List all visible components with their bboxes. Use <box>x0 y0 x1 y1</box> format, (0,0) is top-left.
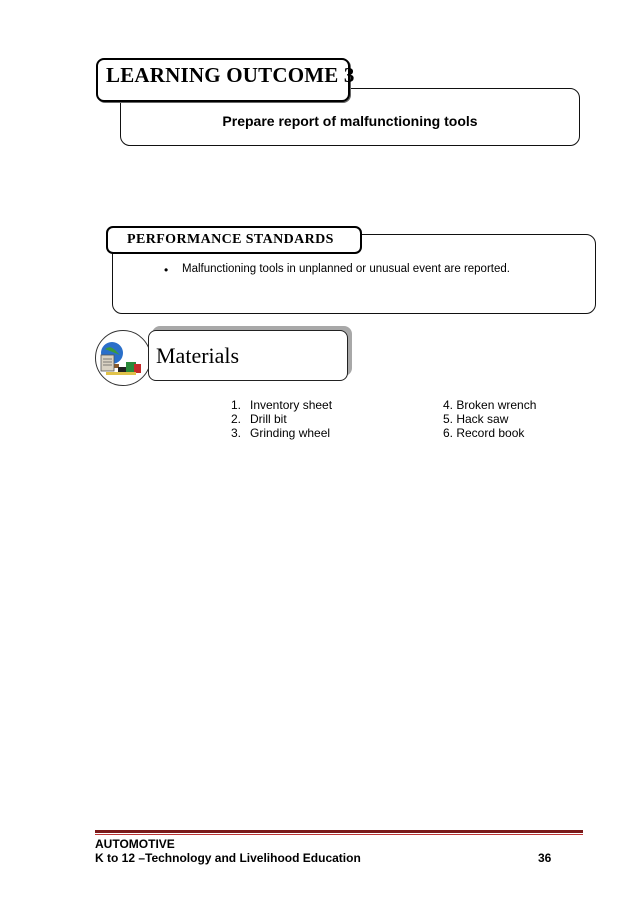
page-number: 36 <box>538 851 552 865</box>
materials-title: Materials <box>156 343 240 368</box>
list-item: 4. Broken wrench <box>443 398 537 412</box>
list-item: 5. Hack saw <box>443 412 509 426</box>
list-item: 6. Record book <box>443 426 525 440</box>
footer-rule-thin <box>95 834 583 835</box>
list-item-number: 3. <box>231 426 242 440</box>
materials-list-left <box>231 398 332 440</box>
performance-standard-item: Malfunctioning tools in unplanned or unusual event are reported. <box>182 263 510 275</box>
list-item-text: Grinding wheel <box>250 426 331 440</box>
list-item-number: 1. <box>231 398 242 412</box>
list-item <box>231 412 332 426</box>
materials-clipart-icon <box>95 330 151 386</box>
list-item-text: Inventory sheet <box>250 398 333 412</box>
list-item-number: 2. <box>231 412 242 426</box>
list-item <box>231 398 332 412</box>
list-item-text: Drill bit <box>250 412 287 426</box>
footer-subtitle: K to 12 –Technology and Livelihood Education <box>95 851 361 865</box>
learning-outcome-title: LEARNING OUTCOME 3 <box>106 63 355 87</box>
learning-outcome-subtitle: Prepare report of malfunctioning tools <box>222 113 478 129</box>
performance-standards-title: PERFORMANCE STANDARDS <box>127 232 334 246</box>
materials-list-right <box>443 398 536 440</box>
bullet-icon: • <box>164 263 169 277</box>
list-item <box>231 426 332 440</box>
footer-rule <box>95 830 583 833</box>
footer-title: AUTOMOTIVE <box>95 837 175 851</box>
